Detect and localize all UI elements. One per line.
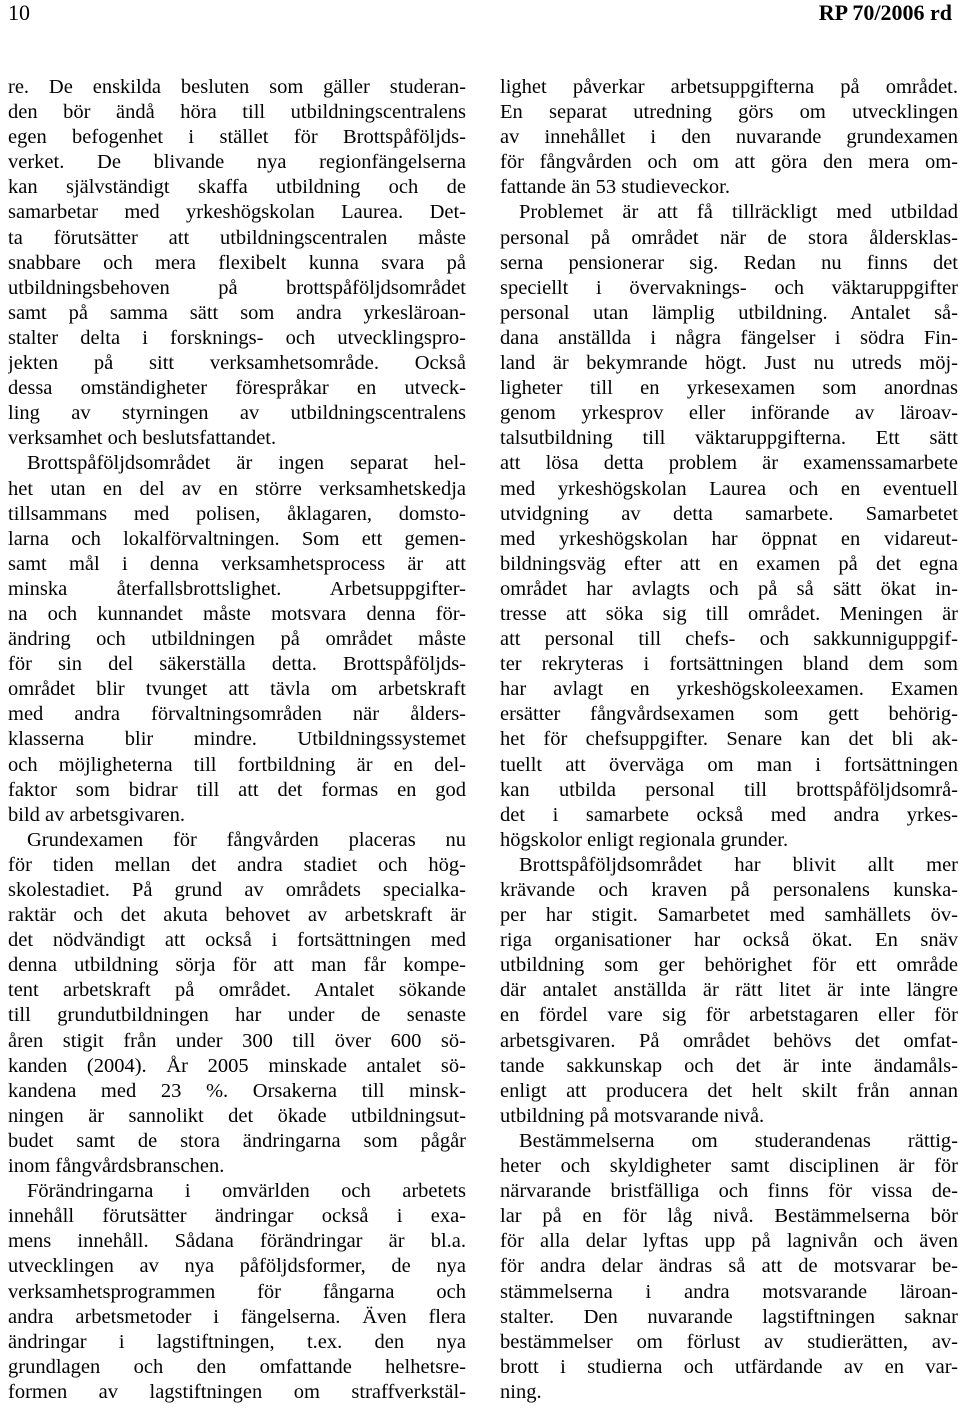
paragraph <box>500 75 958 200</box>
text-line: samarbetar med yrkeshögskolan Laurea. Det- <box>8 201 466 224</box>
text-line: tresse att söka sig till området. Meningen är <box>500 602 958 625</box>
text-line: utvecklingen av nya påföljdsformer, de nya <box>8 1255 466 1278</box>
text-line: grundlagen och den omfattande helhetsre- <box>8 1355 466 1378</box>
page-number: 10 <box>8 0 30 25</box>
text-line: klasserna blir mindre. Utbildningssystemet <box>8 728 466 751</box>
text-line: genom yrkesprov eller införande av läroav- <box>500 402 958 425</box>
text-line: att lösa detta problem är examenssamarbete <box>500 452 958 475</box>
text-line: ändring och utbildningen på området måste <box>8 628 466 651</box>
paragraph <box>500 1129 958 1405</box>
left-column <box>8 75 466 1405</box>
text-line: kandena med 23 %. Orsakerna till minsk- <box>8 1079 466 1102</box>
paragraph <box>8 828 466 1179</box>
text-line: att personal till chefs- och sakkunniguppgif- <box>500 628 958 651</box>
text-line: het utan en del av en större verksamhetskedja <box>8 477 466 500</box>
text-line: bestämmelser om förlust av studierätten, av- <box>500 1330 958 1353</box>
text-line: lighet påverkar arbetsuppgifterna på området. <box>500 76 958 98</box>
text-line: ter rekryteras i fortsättningen bland dem som <box>500 653 958 676</box>
text-line: av innehållet i den nuvarande grundexamen <box>500 126 958 149</box>
text-line: egen befogenhet i stället för Brottspåföljds- <box>8 126 466 149</box>
text-line: stämmelserna i andra motsvarande läroan- <box>500 1280 958 1303</box>
text-line: utvidgning av detta samarbete. Samarbetet <box>500 502 958 525</box>
text-line: re. De enskilda besluten som gäller studeran- <box>8 76 466 98</box>
text-line: tillsammans med polisen, åklagaren, domsto- <box>8 502 466 525</box>
text-line: formen av lagstiftningen om straffverkstäl- <box>8 1380 466 1403</box>
text-line: riga organisationer har också ökat. En snäv <box>500 929 958 952</box>
text-line: samt på samma sätt som andra yrkesläroan- <box>8 301 466 324</box>
text-line: åren stigit från under 300 till över 600 sö- <box>8 1029 466 1052</box>
text-line: med andra förvaltningsområden när ålders- <box>8 703 466 726</box>
text-line: land är bekymrande högt. Just nu utreds möj- <box>500 352 958 375</box>
text-line: bild av arbetsgivaren. <box>8 803 186 826</box>
text-line: heter och skyldigheter samt disciplinen är för <box>500 1155 958 1178</box>
paragraph <box>8 451 466 827</box>
text-line: för alla delar lyftas upp på lagnivån och även <box>500 1230 958 1253</box>
text-line: högskolor enligt regionala grunder. <box>500 828 789 851</box>
text-line: verksamhet och beslutsfattandet. <box>8 427 277 450</box>
text-line: Förändringarna i omvärlden och arbetets <box>27 1180 466 1203</box>
text-line: talsutbildning till väktaruppgifterna. Ett sätt <box>500 427 958 450</box>
paragraph <box>8 75 466 451</box>
text-line: stalter delta i forsknings- och utvecklingspro- <box>8 326 466 349</box>
paragraph <box>500 853 958 1129</box>
text-line: Brottspåföljdsområdet är ingen separat hel- <box>27 452 466 475</box>
text-line: serna pensionerar sig. Redan nu finns det <box>500 251 958 274</box>
text-line: na och kunnandet måste motsvara denna för- <box>8 602 466 625</box>
text-line: bildningsväg efter att en examen på det egna <box>500 552 958 575</box>
paragraph <box>500 200 958 852</box>
text-line: mens innehåll. Sådana förändringar är bl.a. <box>8 1230 466 1253</box>
text-line: per har stigit. Samarbetet med samhällets öv- <box>500 904 958 927</box>
text-line: tent arbetskraft på området. Antalet sökande <box>8 979 466 1002</box>
text-line: kan självständigt skaffa utbildning och de <box>8 176 466 199</box>
text-line: för andra delar ändras så att de motsvarar be- <box>500 1255 958 1278</box>
text-line: närvarande bristfälliga och finns för vissa de- <box>500 1180 958 1203</box>
text-line: en fördel vare sig för arbetstagaren eller för <box>500 1004 958 1027</box>
text-line: skolestadiet. På grund av områdets specialka- <box>8 879 466 901</box>
text-line: fattande än 53 studieveckor. <box>500 176 730 199</box>
text-line: ligheter till en yrkesexamen som anordnas <box>500 377 958 400</box>
text-line: lar på en för låg nivå. Bestämmelserna bör <box>500 1205 958 1228</box>
text-line: utbildning på motsvarande nivå. <box>500 1104 765 1127</box>
text-line: kanden (2004). År 2005 minskade antalet sö- <box>8 1054 466 1077</box>
text-line: dana anställda i några fängelser i södra Fin- <box>500 326 958 349</box>
text-line: larna och lokalförvaltningen. Som ett gemen- <box>8 527 466 550</box>
text-line: denna utbildning sörja för att man får kompe- <box>8 954 466 977</box>
text-line: området har avlagts och på så sätt ökat in- <box>500 577 958 600</box>
text-line: verksamhetsprogrammen för fångarna och <box>8 1280 466 1303</box>
text-line: brott i studierna och utfärdande av en var- <box>500 1355 958 1378</box>
text-line: kan utbilda personal till brottspåföljdsområ- <box>500 778 958 801</box>
text-line: till grundutbildningen har under de senaste <box>8 1004 466 1027</box>
text-line: Problemet är att få tillräckligt med utbildad <box>519 201 958 224</box>
document-id: RP 70/2006 rd <box>818 0 952 25</box>
text-line: minska återfallsbrottslighet. Arbetsuppgifter- <box>8 577 466 600</box>
paragraph <box>8 1179 466 1405</box>
text-line: ling av styrningen av utbildningscentralens <box>8 402 466 425</box>
text-line: där antalet anställda är rätt litet är inte längre <box>500 979 958 1002</box>
text-line: faktor som bidrar till att det formas en god <box>8 778 466 801</box>
text-line: Bestämmelserna om studerandenas rättig- <box>519 1129 958 1152</box>
text-line: det nödvändigt att också i fortsättningen med <box>8 929 466 952</box>
text-line: tande sakkunskap och det är inte ändamåls- <box>500 1054 958 1077</box>
text-line: ta förutsätter att utbildningscentralen måste <box>8 226 466 249</box>
text-line: samt mål i denna verksamhetsprocess är att <box>8 552 466 575</box>
text-line: stalter. Den nuvarande lagstiftningen saknar <box>500 1305 958 1328</box>
text-line: speciellt i övervaknings- och väktaruppgifter <box>500 276 958 299</box>
text-line: En separat utredning görs om utvecklingen <box>500 101 958 124</box>
text-line: inom fångvårdsbranschen. <box>8 1155 225 1178</box>
text-line: personal på området när de stora åldersklas- <box>500 226 958 249</box>
text-line: Brottspåföljdsområdet har blivit allt mer <box>519 853 958 876</box>
text-line: har avlagt en yrkeshögskoleexamen. Examen <box>500 678 958 701</box>
text-line: med yrkeshögskolan har öppnat en vidareut- <box>500 527 958 550</box>
text-line: raktär och det akuta behovet av arbetskraft är <box>8 904 466 927</box>
text-line: tuellt att överväga om man i fortsättningen <box>500 753 958 776</box>
text-line: arbetsgivaren. På området behövs det omfat- <box>500 1029 958 1052</box>
text-line: för fångvården och om att göra den mera om- <box>500 151 958 174</box>
text-line: för tiden mellan det andra stadiet och hög- <box>8 853 466 876</box>
right-column <box>500 75 958 1405</box>
text-line: dessa omständigheter förespråkar en utveck- <box>8 377 466 400</box>
text-line: jekten på sitt verksamhetsområde. Också <box>8 352 466 375</box>
text-line: snabbare och mera flexibelt kunna svara på <box>8 251 466 274</box>
text-line: utbildningsbehoven på brottspåföljdsområdet <box>8 276 466 299</box>
text-line: området blir tvunget att tävla om arbetskraft <box>8 678 466 701</box>
text-line: krävande och kraven på personalens kunska- <box>500 879 958 901</box>
text-line: det i samarbete också med andra yrkes- <box>500 803 958 826</box>
text-line: enligt att producera det helt skilt från annan <box>500 1079 958 1102</box>
text-line: med yrkeshögskolan Laurea och en eventuell <box>500 477 958 500</box>
text-line: personal utan lämplig utbildning. Antalet så- <box>500 301 958 324</box>
text-line: innehåll förutsätter ändringar också i exa- <box>8 1205 466 1228</box>
text-line: ändringar i lagstiftningen, t.ex. den nya <box>8 1330 466 1353</box>
text-line: ning. <box>500 1380 542 1403</box>
text-line: den bör ändå höra till utbildningscentralens <box>8 101 466 124</box>
text-line: Grundexamen för fångvården placeras nu <box>27 828 466 851</box>
text-line: ningen är sannolikt det ökade utbildningsut- <box>8 1104 466 1127</box>
text-line: andra arbetsmetoder i fängelserna. Även flera <box>8 1305 466 1328</box>
text-line: utbildning som ger behörighet för ett område <box>500 954 958 977</box>
text-line: budet samt de stora ändringarna som pågår <box>8 1129 466 1152</box>
text-line: verket. De blivande nya regionfängelserna <box>8 151 466 174</box>
text-line: ersätter fångvårdsexamen som gett behörig- <box>500 703 958 726</box>
text-line: och möjligheterna till fortbildning är en del- <box>8 753 466 776</box>
text-line: het för chefsuppgifter. Senare kan det bli ak- <box>500 728 958 751</box>
text-line: för sin del säkerställa detta. Brottspåföljds- <box>8 653 466 676</box>
